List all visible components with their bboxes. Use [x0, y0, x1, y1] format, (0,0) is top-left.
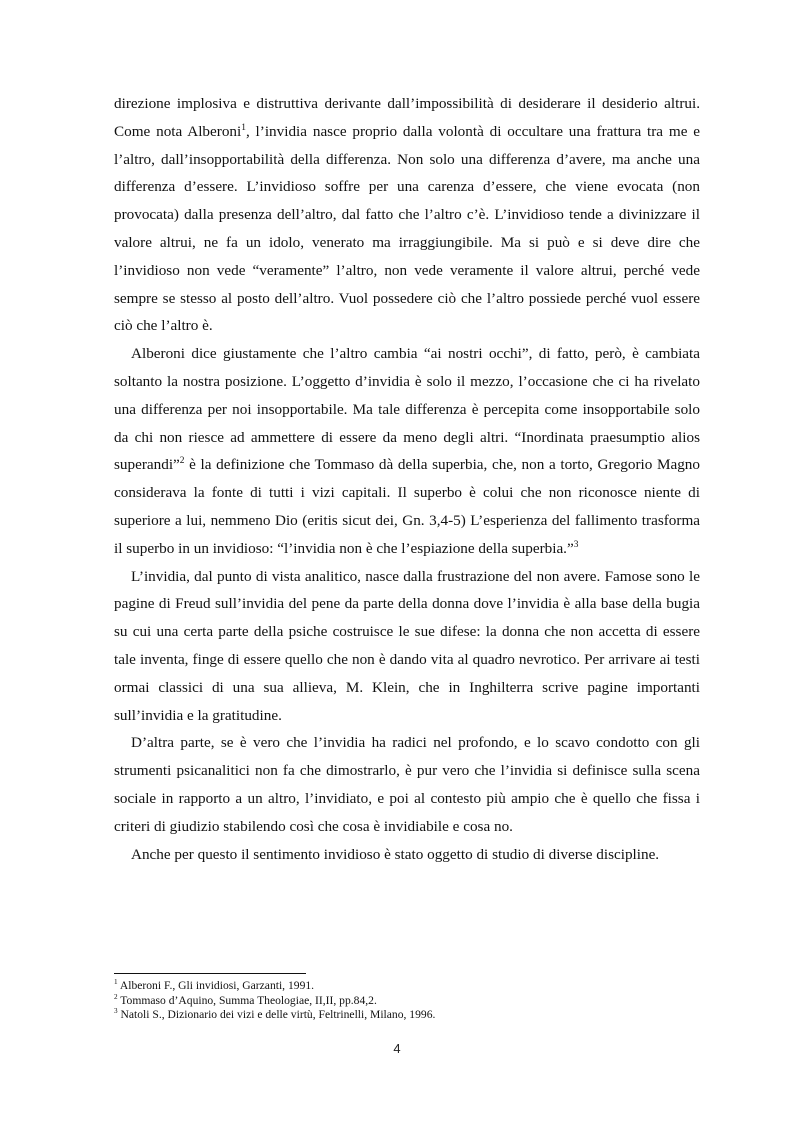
- footnote-reference: 3: [573, 539, 579, 550]
- paragraph: [114, 340, 700, 562]
- footnote-mark: 1: [114, 978, 118, 987]
- paragraph: [114, 563, 700, 730]
- paragraph: [114, 90, 700, 340]
- paragraph-text: , l’invidia nasce proprio dalla volontà di occultare una frattura tra me e l’altro, dall’insopportabilità della differenza. Non solo una differenza d’avere, ma anche una differenza d’essere. L’invidioso soffre per una carenza d’essere, che viene evocata (non provocata) dalla presenza dell’altro, dal fatto che l’altro c’è. L’invidioso tende a divinizzare il valore altrui, ne fa un idolo, venerato ma irraggiungibile. Ma si può e si deve dire che l’invidioso non vede “veramente” l’altro, non vede veramente il valore altrui, perché vede sempre se stesso al posto dell’altro. Vuol possedere ciò che l’altro possiede perché vuol essere ciò che l’altro è.: [114, 122, 701, 335]
- footnote-separator: [114, 973, 306, 974]
- footnote: [114, 1008, 700, 1023]
- footnote-mark: 3: [114, 1007, 118, 1016]
- page-number: 4: [393, 1041, 401, 1056]
- paragraph-text: Anche per questo il sentimento invidioso è stato oggetto di studio di diverse discipline.: [131, 845, 660, 863]
- footnote-mark: 2: [114, 992, 118, 1001]
- paragraph-text: L’invidia, dal punto di vista analitico, nasce dalla frustrazione del non avere. Famose sono le pagine di Freud sull’invidia del pene da parte della donna dove l’invidia è alla base della bugia su cui una certa parte della psiche costruisce le sue difese: la donna che non accetta di essere tale inventa, finge di essere quello che non è dando vita al quadro nevrotico. Per arrivare ai testi ormai classici di una sua allieva, M. Klein, che in Inghilterra scrive pagine importanti sull’invidia e la gratitudine.: [114, 567, 700, 724]
- body-text: [114, 90, 700, 868]
- footnote-reference: 1: [241, 122, 246, 133]
- paragraph-text: direzione implosiva e distruttiva derivante dall’impossibilità di desiderare il desiderio altrui. Come nota Alberoni: [114, 95, 700, 140]
- footnotes: [114, 979, 700, 1023]
- footnote-text: Natoli S., Dizionario dei vizi e delle virtù, Feltrinelli, Milano, 1996.: [117, 1008, 436, 1021]
- footnote: [114, 994, 700, 1009]
- footnote-reference: 2: [179, 456, 185, 467]
- footnote: [114, 979, 700, 994]
- paragraph-text: D’altra parte, se è vero che l’invidia ha radici nel profondo, e lo scavo condotto con gli strumenti psicanalitici non fa che dimostrarlo, è pur vero che l’invidia si definisce sulla scena sociale in rapporto a un altro, l’invidiato, e poi al contesto più ampio che è quello che fissa i criteri di giudizio stabilendo così che cosa è invidiabile e cosa no.: [114, 734, 700, 835]
- paragraph-text: è la definizione che Tommaso dà della superbia, che, non a torto, Gregorio Magno considerava la fonte di tutti i vizi capitali. Il superbo è colui che non riconosce niente di superiore a lui, nemmeno Dio (eritis sicut dei, Gn. 3,4-5) L’esperienza del fallimento trasforma il superbo in un invidioso: “l’invidia non è che l’espiazione della superbia.”: [114, 456, 700, 557]
- paragraph-text: Alberoni dice giustamente che l’altro cambia “ai nostri occhi”, di fatto, però, è cambiata soltanto la nostra posizione. L’oggetto d’invidia è solo il mezzo, l’occasione che ci ha rivelato una differenza per noi insopportabile. Ma tale differenza è percepita come insopportabile solo da chi non riesce ad ammettere di essere da meno degli altri. “Inordinata praesumptio alios superandi”: [114, 345, 700, 474]
- paragraph: [114, 729, 700, 840]
- footnote-text: Tommaso d’Aquino, Summa Theologiae, II,II, pp.84,2.: [117, 993, 377, 1007]
- footnote-text: Alberoni F., Gli invidiosi, Garzanti, 1991.: [117, 979, 315, 992]
- paragraph: [114, 841, 700, 869]
